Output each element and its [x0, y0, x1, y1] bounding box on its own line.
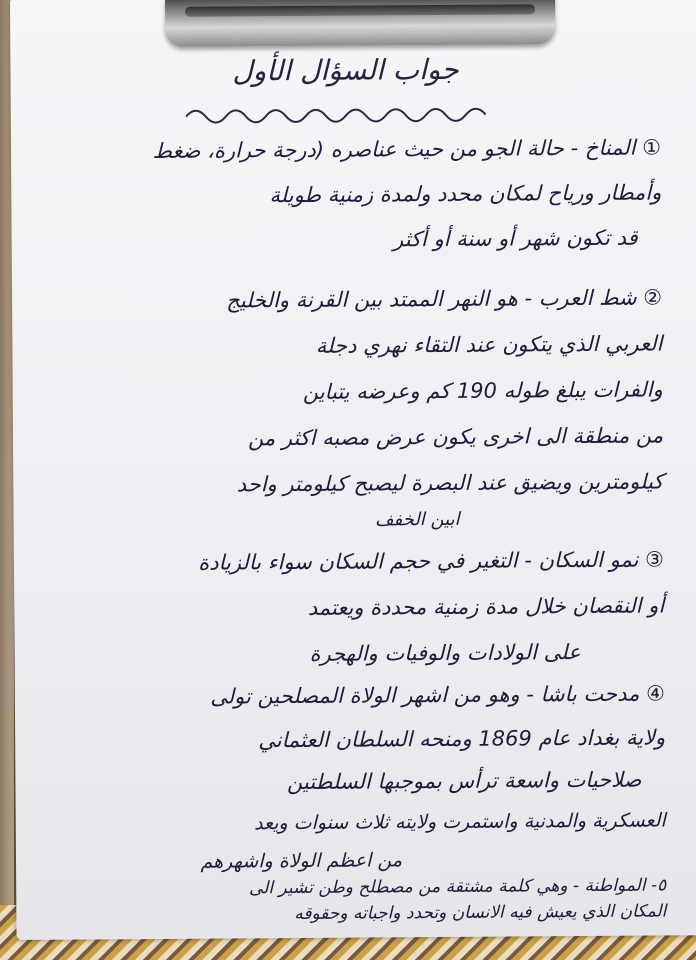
handwritten-page — [10, 0, 696, 940]
answer-5-line-2: المكان الذي يعيش فيه الانسان وتحدد واجباته وحقوقه — [294, 901, 667, 925]
answer-2-line-4: من منطقة الى اخرى يكون عرض مصبه اكثر من — [247, 423, 664, 451]
answer-4-line-5: من اعظم الولاة واشهرهم — [200, 849, 403, 873]
answer-4-line-1: ④ مدحت باشا - وهو من اشهر الولاة المصلحين تولى — [210, 681, 665, 709]
answer-2-line-5: كيلومترين ويضيق عند البصرة ليصبح كيلومتر واحد — [236, 469, 664, 497]
answer-4-line-2: ولاية بغداد عام 1869 ومنحه السلطان العثماني — [258, 725, 666, 753]
answer-5-line-1: ٥- المواطنة - وهي كلمة مشتقة من مصطلح وطن تشير الى — [248, 875, 667, 899]
answer-4-line-4: العسكرية والمدنية واستمرت ولايته ثلاث سنوات ويعد — [253, 809, 666, 835]
clipboard-clip — [165, 0, 555, 47]
answer-1-line-2: وأمطار ورياح لمكان محدد ولمدة زمنية طويلة — [269, 180, 662, 208]
answer-1-line-3: قد تكون شهر أو سنة أو أكثر — [393, 225, 638, 252]
answer-1-line-1: ① المناخ - حالة الجو من حيث عناصره (درجة حرارة، ضغط — [152, 135, 662, 164]
answer-3-line-3: على الولادات والوفيات والهجرة — [309, 640, 581, 666]
answer-2-line-2: العربي الذي يتكون عند التقاء نهري دجلة — [315, 331, 663, 358]
answer-2-line-1: ② شط العرب - هو النهر الممتد بين القرنة والخليج — [226, 285, 663, 313]
page-heading: جواب السؤال الأول — [232, 52, 459, 88]
answer-4-line-3: صلاحيات واسعة ترأس بموجبها السلطتين — [286, 767, 642, 795]
answer-3-line-1: ③ نمو السكان - التغير في حجم السكان سواء بالزيادة — [198, 547, 665, 575]
answer-3-line-2: أو النقصان خلال مدة زمنية محددة ويعتمد — [307, 593, 665, 620]
heading-underline-squiggle — [186, 97, 486, 129]
answer-2-line-3: والفرات يبلغ طوله 190 كم وعرضه يتباين — [302, 377, 663, 404]
answer-2-line-6: ابين الخفف — [374, 508, 460, 531]
